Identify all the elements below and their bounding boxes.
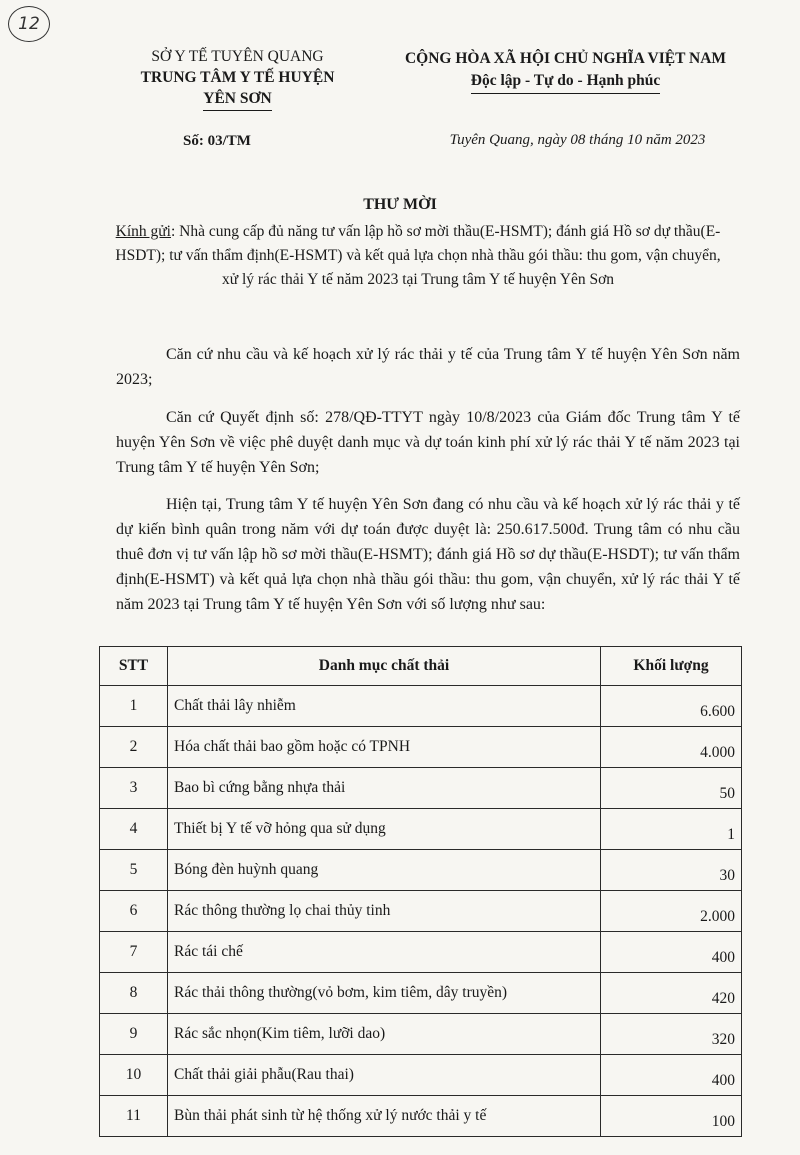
table-row: [100, 1014, 742, 1055]
country-name: CỘNG HÒA XÃ HỘI CHỦ NGHĨA VIỆT NAM: [404, 50, 727, 67]
waste-category: Rác thông thường lọ chai thủy tinh: [168, 891, 601, 932]
column-header-stt: STT: [100, 647, 168, 686]
waste-quantity: 30: [601, 850, 742, 891]
waste-quantity: 100: [601, 1096, 742, 1137]
table-row: [100, 1055, 742, 1096]
waste-quantity: 1: [601, 809, 742, 850]
table-header-row: [100, 647, 742, 686]
agency-parent: SỞ Y TẾ TUYÊN QUANG: [151, 48, 324, 65]
paragraph-current-need: Hiện tại, Trung tâm Y tế huyện Yên Sơn đang có nhu cầu và kế hoạch xử lý rác thải y tế dự kiến bình quân trong năm với dự toán được duyệt là: 250.617.500đ. Trung tâm có nhu cầu thuê đơn vị tư vấn lập hồ sơ mời thầu(E-HSMT); đánh giá Hồ sơ dự thầu(E-HSDT); tư vấn thẩm định(E-HSMT) và kết quả lựa chọn nhà thầu gói thầu: thu gom, vận chuyển, xử lý rác thải Y tế năm 2023 tại Trung tâm Y tế huyện Yên Sơn với số lượng như sau:: [116, 496, 740, 613]
waste-quantity: 2.000: [601, 891, 742, 932]
waste-category: Rác tái chế: [168, 932, 601, 973]
page-number-mark: 12: [8, 6, 50, 42]
row-number: 3: [100, 768, 168, 809]
table-body: [100, 686, 742, 1137]
row-number: 11: [100, 1096, 168, 1137]
waste-category: Rác sắc nhọn(Kim tiêm, lưỡi dao): [168, 1014, 601, 1055]
row-number: 10: [100, 1055, 168, 1096]
waste-category: Bóng đèn huỳnh quang: [168, 850, 601, 891]
row-number: 7: [100, 932, 168, 973]
row-number: 8: [100, 973, 168, 1014]
table-row: [100, 850, 742, 891]
addressee-label: Kính gửi: [115, 223, 171, 240]
waste-quantity: 4.000: [601, 727, 742, 768]
addressee-text: : Nhà cung cấp đủ năng tư vấn lập hồ sơ mời thầu(E-HSMT); đánh giá Hồ sơ dự thầu(E-HSDT); tư vấn thẩm định(E-HSMT) và kết quả lựa chọn nhà thầu gói thầu: thu gom, vận chuyển, xử lý rác thải Y tế năm 2023 tại Trung tâm Y tế huyện Yên Sơn: [115, 223, 721, 288]
table-row: [100, 973, 742, 1014]
agency-name-line2: YÊN SƠN: [203, 88, 271, 111]
row-number: 5: [100, 850, 168, 891]
table-row: [100, 727, 742, 768]
waste-category: Bùn thải phát sinh từ hệ thống xử lý nước thải y tế: [168, 1096, 601, 1137]
table-row: [100, 686, 742, 727]
table-row: [100, 809, 742, 850]
table-row: [100, 1096, 742, 1137]
waste-quantity: 400: [601, 1055, 742, 1096]
waste-quantity: 320: [601, 1014, 742, 1055]
waste-table: [99, 646, 742, 1137]
table-row: [100, 932, 742, 973]
waste-category: Chất thải lây nhiễm: [168, 686, 601, 727]
waste-category: Chất thải giải phẫu(Rau thai): [168, 1055, 601, 1096]
waste-quantity: 400: [601, 932, 742, 973]
national-header: [378, 48, 753, 94]
waste-quantity: 6.600: [601, 686, 742, 727]
row-number: 9: [100, 1014, 168, 1055]
waste-category: Thiết bị Y tế vỡ hỏng qua sử dụng: [168, 809, 601, 850]
national-motto: Độc lập - Tự do - Hạnh phúc: [471, 70, 660, 94]
waste-quantity: 50: [601, 768, 742, 809]
agency-name-line1: TRUNG TÂM Y TẾ HUYỆN: [140, 69, 335, 86]
waste-category: Rác thải thông thường(vỏ bơm, kim tiêm, dây truyền): [168, 973, 601, 1014]
row-number: 4: [100, 809, 168, 850]
column-header-waste-category: Danh mục chất thải: [168, 647, 601, 686]
issuing-agency-header: [100, 46, 375, 111]
waste-quantity: 420: [601, 973, 742, 1014]
paragraph-basis-decision: Căn cứ Quyết định số: 278/QĐ-TTYT ngày 10/8/2023 của Giám đốc Trung tâm Y tế huyện Yên Sơn về việc phê duyệt danh mục và dự toán kinh phí xử lý rác thải Y tế năm 2023 tại Trung tâm Y tế huyện Yên Sơn;: [116, 409, 740, 476]
row-number: 2: [100, 727, 168, 768]
table-row: [100, 891, 742, 932]
table-row: [100, 768, 742, 809]
row-number: 1: [100, 686, 168, 727]
document-date: Tuyên Quang, ngày 08 tháng 10 năm 2023: [449, 132, 706, 148]
column-header-quantity: Khối lượng: [601, 647, 742, 686]
row-number: 6: [100, 891, 168, 932]
waste-category: Bao bì cứng bằng nhựa thải: [168, 768, 601, 809]
paragraph-basis-plan: Căn cứ nhu cầu và kế hoạch xử lý rác thải y tế của Trung tâm Y tế huyện Yên Sơn năm 2023;: [116, 346, 740, 388]
document-title: THƯ MỜI: [363, 196, 437, 213]
document-number: Số: 03/TM: [183, 133, 251, 149]
addressee-block: [108, 220, 728, 292]
waste-category: Hóa chất thải bao gồm hoặc có TPNH: [168, 727, 601, 768]
